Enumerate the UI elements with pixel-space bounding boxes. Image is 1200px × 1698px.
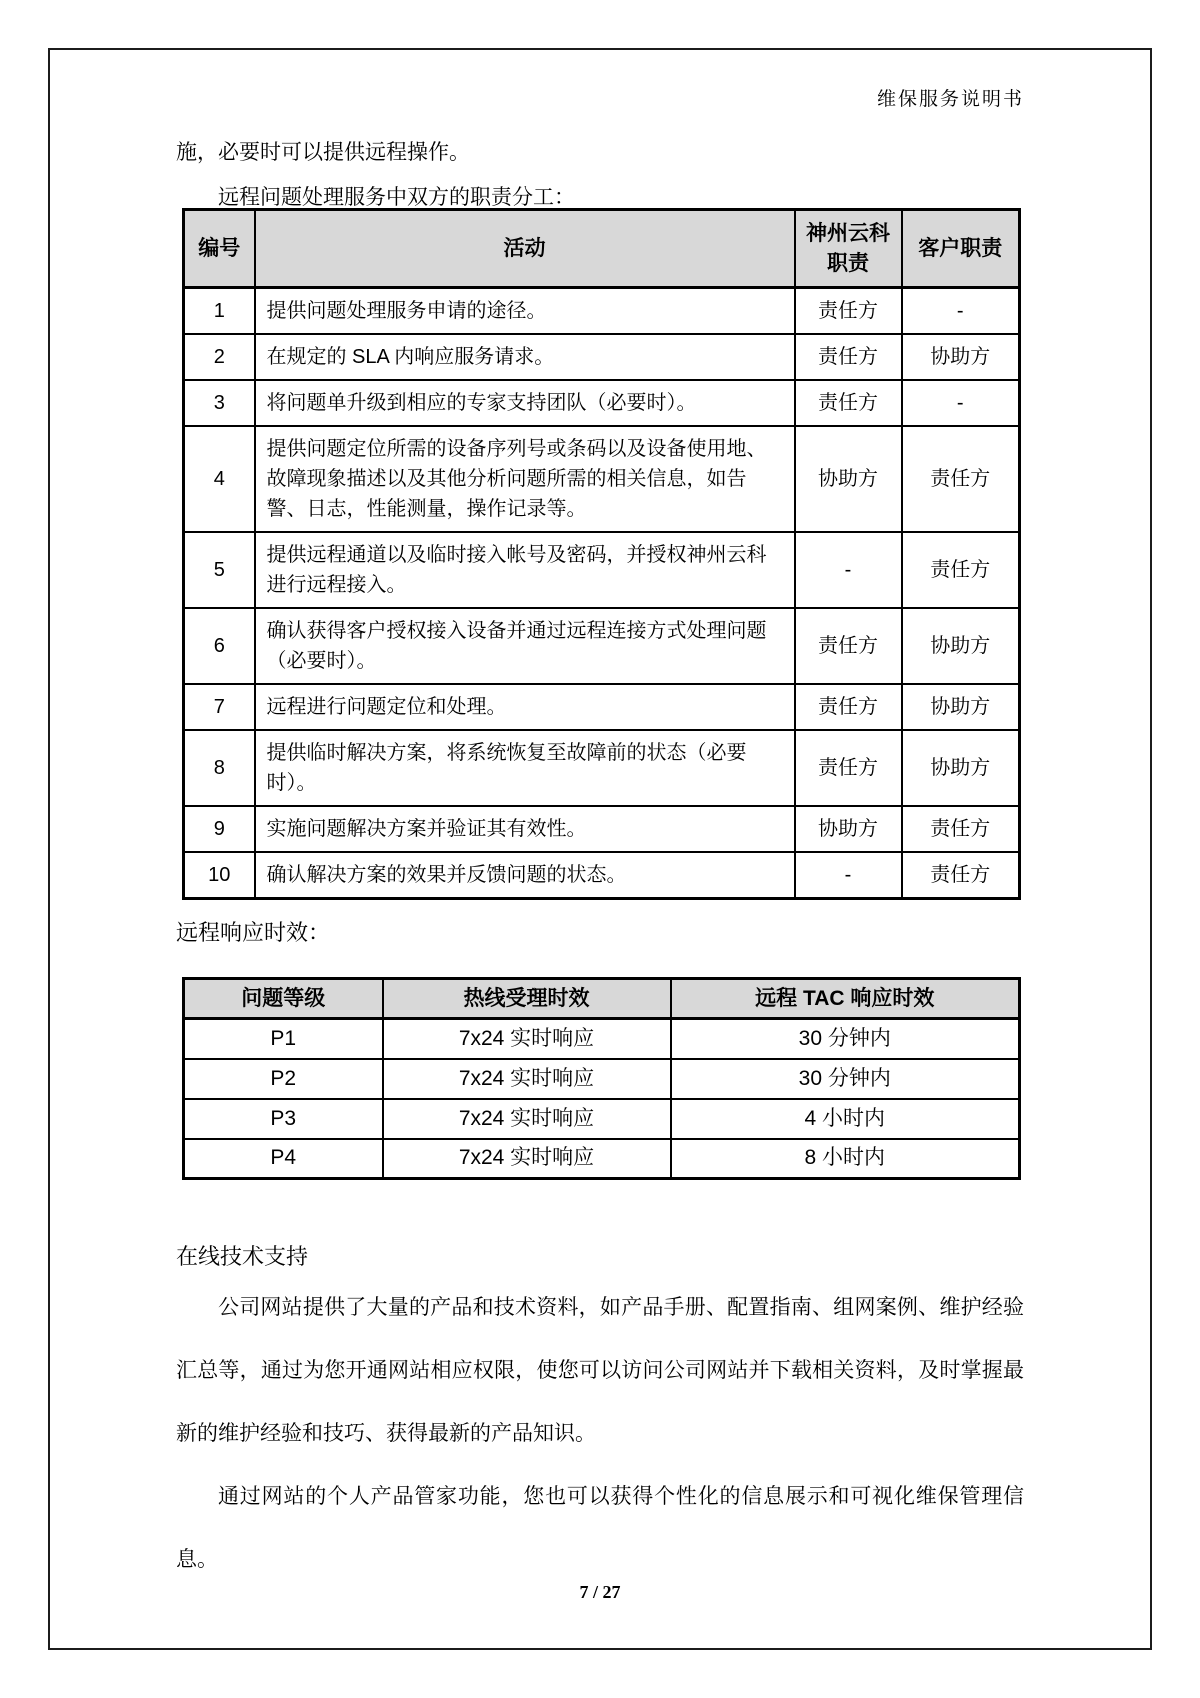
activity-cell: 将问题单升级到相应的专家支持团队（必要时）。 <box>255 380 795 426</box>
customer-duty-cell: 责任方 <box>902 426 1020 532</box>
yunke-duty-cell: 责任方 <box>795 608 902 684</box>
activity-cell: 提供远程通道以及临时接入帐号及密码，并授权神州云科进行远程接入。 <box>255 532 795 608</box>
tac-sla-cell: 30 分钟内 <box>671 1019 1020 1059</box>
tac-sla-cell: 30 分钟内 <box>671 1059 1020 1099</box>
customer-duty-cell: - <box>902 288 1020 335</box>
online-support-paragraph: 通过网站的个人产品管家功能，您也可以获得个性化的信息展示和可视化维保管理信息。 <box>176 1485 1024 1571</box>
customer-duty-cell: 责任方 <box>902 806 1020 852</box>
table-row <box>184 730 1020 806</box>
table-header-row <box>184 979 1020 1019</box>
activity-cell: 确认解决方案的效果并反馈问题的状态。 <box>255 852 795 899</box>
row-num: 2 <box>184 334 255 380</box>
table-row <box>184 806 1020 852</box>
activity-cell: 提供问题处理服务申请的途径。 <box>255 288 795 335</box>
table-row <box>184 380 1020 426</box>
row-num: 7 <box>184 684 255 730</box>
customer-duty-cell: 责任方 <box>902 532 1020 608</box>
table-header-row <box>184 210 1020 288</box>
yunke-duty-cell: 协助方 <box>795 806 902 852</box>
header-hotline-sla: 热线受理时效 <box>383 979 671 1019</box>
activity-cell: 实施问题解决方案并验证其有效性。 <box>255 806 795 852</box>
hotline-sla-cell: 7x24 实时响应 <box>383 1019 671 1059</box>
yunke-duty-cell: 责任方 <box>795 288 902 335</box>
yunke-duty-cell: 责任方 <box>795 730 902 806</box>
yunke-duty-cell: - <box>795 852 902 899</box>
page-number: 7 / 27 <box>579 1582 621 1602</box>
problem-level-cell: P3 <box>184 1099 383 1139</box>
table-row <box>184 426 1020 532</box>
table-row <box>184 1139 1020 1179</box>
document-header-title: 维保服务说明书 <box>876 89 1024 110</box>
hotline-sla-cell: 7x24 实时响应 <box>383 1059 671 1099</box>
hotline-sla-cell: 7x24 实时响应 <box>383 1139 671 1179</box>
row-num: 10 <box>184 852 255 899</box>
responsibility-table-caption: 远程问题处理服务中双方的职责分工： <box>218 186 575 209</box>
activity-cell: 远程进行问题定位和处理。 <box>255 684 795 730</box>
yunke-duty-cell: 责任方 <box>795 380 902 426</box>
problem-level-cell: P4 <box>184 1139 383 1179</box>
yunke-duty-cell: 协助方 <box>795 426 902 532</box>
response-time-section-title: 远程响应时效： <box>176 920 331 945</box>
activity-cell: 提供问题定位所需的设备序列号或条码以及设备使用地、故障现象描述以及其他分析问题所需的相关信息，如告警、日志，性能测量，操作记录等。 <box>255 426 795 532</box>
table-row <box>184 1099 1020 1139</box>
tac-sla-cell: 4 小时内 <box>671 1099 1020 1139</box>
row-num: 3 <box>184 380 255 426</box>
table-row <box>184 608 1020 684</box>
activity-cell: 在规定的 SLA 内响应服务请求。 <box>255 334 795 380</box>
row-num: 4 <box>184 426 255 532</box>
online-support-paragraph: 公司网站提供了大量的产品和技术资料，如产品手册、配置指南、组网案例、维护经验汇总等，通过为您开通网站相应权限，使您可以访问公司网站并下载相关资料，及时掌握最新的维护经验和技巧、获得最新的产品知识。 <box>176 1296 1024 1445</box>
response-time-table <box>182 977 1021 1180</box>
problem-level-cell: P1 <box>184 1019 383 1059</box>
online-support-section-title: 在线技术支持 <box>176 1244 309 1269</box>
header-activity: 活动 <box>255 210 795 288</box>
yunke-duty-cell: - <box>795 532 902 608</box>
customer-duty-cell: 协助方 <box>902 608 1020 684</box>
tac-sla-cell: 8 小时内 <box>671 1139 1020 1179</box>
row-num: 8 <box>184 730 255 806</box>
intro-continuation-line: 施，必要时可以提供远程操作。 <box>176 141 470 164</box>
header-customer-duty: 客户职责 <box>902 210 1020 288</box>
customer-duty-cell: 协助方 <box>902 730 1020 806</box>
yunke-duty-cell: 责任方 <box>795 684 902 730</box>
table-row <box>184 684 1020 730</box>
header-num: 编号 <box>184 210 255 288</box>
row-num: 9 <box>184 806 255 852</box>
table-row <box>184 1059 1020 1099</box>
table-row <box>184 852 1020 899</box>
table-row <box>184 288 1020 335</box>
header-tac-sla: 远程 TAC 响应时效 <box>671 979 1020 1019</box>
header-problem-level: 问题等级 <box>184 979 383 1019</box>
table-row <box>184 532 1020 608</box>
header-yunke-duty: 神州云科职责 <box>795 210 902 288</box>
table-row <box>184 334 1020 380</box>
activity-cell: 确认获得客户授权接入设备并通过远程连接方式处理问题（必要时）。 <box>255 608 795 684</box>
row-num: 6 <box>184 608 255 684</box>
customer-duty-cell: 责任方 <box>902 852 1020 899</box>
table-row <box>184 1019 1020 1059</box>
row-num: 1 <box>184 288 255 335</box>
hotline-sla-cell: 7x24 实时响应 <box>383 1099 671 1139</box>
customer-duty-cell: - <box>902 380 1020 426</box>
problem-level-cell: P2 <box>184 1059 383 1099</box>
customer-duty-cell: 协助方 <box>902 334 1020 380</box>
row-num: 5 <box>184 532 255 608</box>
customer-duty-cell: 协助方 <box>902 684 1020 730</box>
activity-cell: 提供临时解决方案，将系统恢复至故障前的状态（必要时）。 <box>255 730 795 806</box>
responsibility-table <box>182 208 1021 900</box>
yunke-duty-cell: 责任方 <box>795 334 902 380</box>
